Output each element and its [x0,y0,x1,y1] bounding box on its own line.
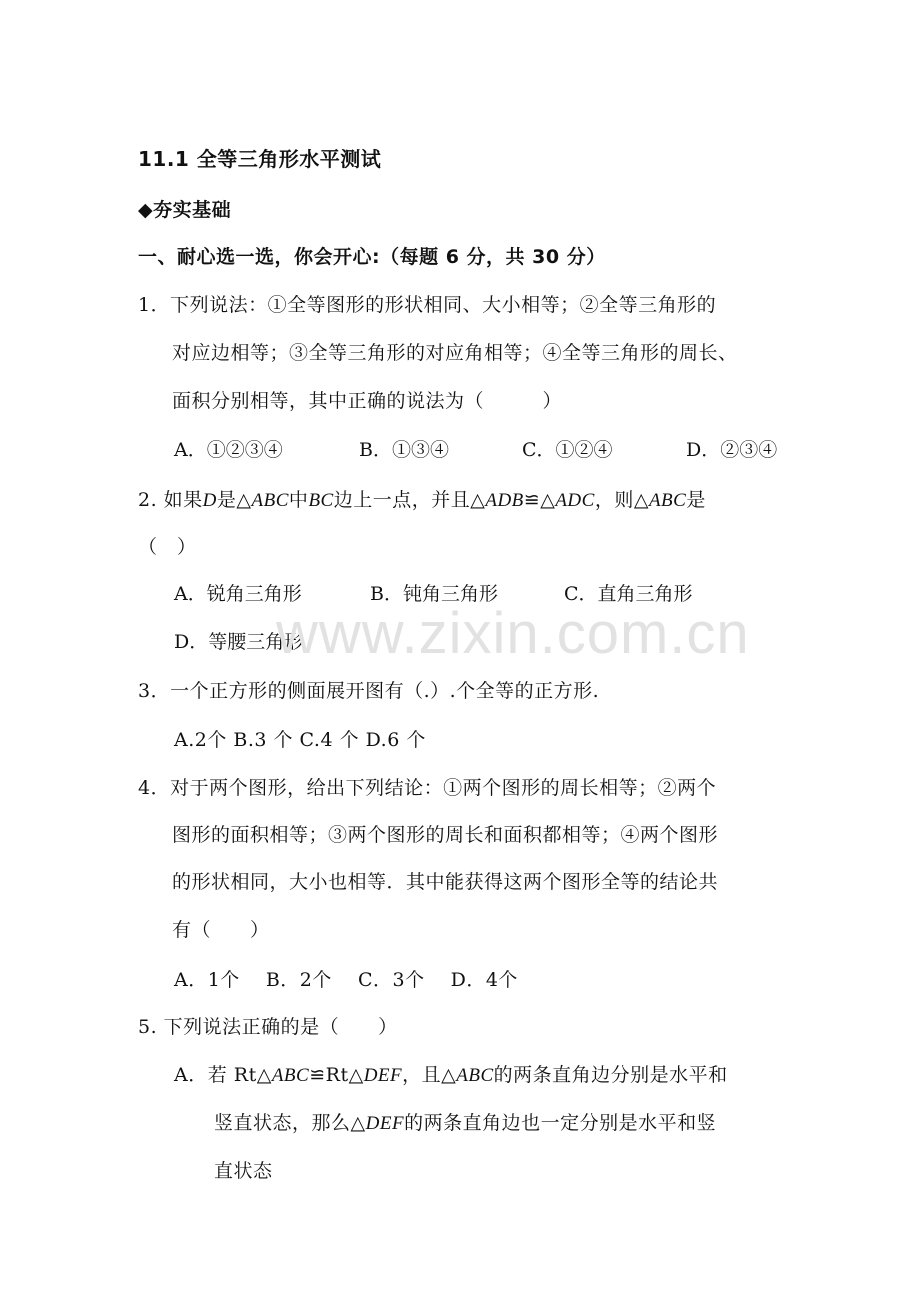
q2-text: ，则△ [594,489,649,511]
q1-option-d: D．②③④ [686,439,778,461]
q5-text: 的两条直角边分别是水平和 [493,1064,728,1086]
q5-option-a-line-1 [174,1063,728,1088]
q1-option-c: C．①②④ [522,439,613,461]
q2-var-adc: ADC [555,490,595,511]
q5-option-a-line-2 [214,1111,716,1136]
q1-option-b: B．①③④ [359,439,449,461]
q5-line-1: 5. 下列说法正确的是（ ） [138,1016,398,1038]
q5-text: ≌Rt△ [309,1064,364,1086]
q2-var-adb: ADB [485,490,524,511]
q4-line-1: 4．对于两个图形，给出下列结论：①两个图形的周长相等；②两个 [138,777,717,799]
q2-text: 是 [686,489,706,511]
q1-option-a: A．①②③④ [174,439,283,461]
section-heading: ◆夯实基础 [138,199,232,221]
q2-line-2: （ ） [138,536,197,558]
q2-var-abc: ABC [251,490,289,511]
q2-text: 2. 如果 [138,489,203,511]
q5-var-def-2: DEF [365,1113,405,1134]
q5-text: ，且△ [402,1064,457,1086]
q4-line-4: 有（ ） [172,919,270,941]
q5-option-a-line-3: 直状态 [214,1160,273,1182]
q5-var-def: DEF [363,1065,403,1086]
part-heading: 一、耐心选一选，你会开心:（每题 6 分，共 30 分） [138,246,606,268]
q2-option-b: B．钝角三角形 [370,583,498,605]
q1-line-1: 1．下列说法：①全等图形的形状相同、大小相等；②全等三角形的 [138,294,717,316]
q2-text: ≌△ [523,489,556,511]
q4-line-2: 图形的面积相等；③两个图形的周长和面积都相等；④两个图形 [172,824,719,846]
q2-option-d: D．等腰三角形 [174,631,304,653]
q4-line-3: 的形状相同，大小也相等．其中能获得这两个图形全等的结论共 [172,871,719,893]
q5-var-abc: ABC [271,1065,310,1086]
q2-text: 是△ [216,489,252,511]
q1-line-3: 面积分别相等，其中正确的说法为（ ） [172,390,563,412]
q2-line-1 [138,488,706,513]
q1-line-2: 对应边相等；③全等三角形的对应角相等；④全等三角形的周长、 [172,342,738,364]
q2-option-c: C．直角三角形 [564,583,693,605]
q2-var-d: D [202,490,217,511]
q5-var-abc-2: ABC [456,1065,494,1086]
q5-text: 竖直状态，那么△ [214,1112,366,1134]
q3-line-1: 3．一个正方形的侧面展开图有（.）.个全等的正方形. [138,680,600,702]
q5-text: 的两条直角边也一定分别是水平和竖 [404,1112,717,1134]
q2-option-a: A．锐角三角形 [174,583,302,605]
q2-text: 中 [288,489,309,511]
q5-text: A．若 Rt△ [174,1064,272,1086]
watermark: www.zixin.com.cn [276,601,750,666]
q2-var-abc-2: ABC [648,490,687,511]
q2-text: 边上一点，并且△ [333,489,486,511]
q2-var-bc: BC [308,490,334,511]
q4-options: A．1个 B．2个 C．3个 D．4个 [174,969,518,991]
doc-title: 11.1 全等三角形水平测试 [138,147,382,171]
q3-options: A.2个 B.3 个 C.4 个 D.6 个 [174,729,426,751]
